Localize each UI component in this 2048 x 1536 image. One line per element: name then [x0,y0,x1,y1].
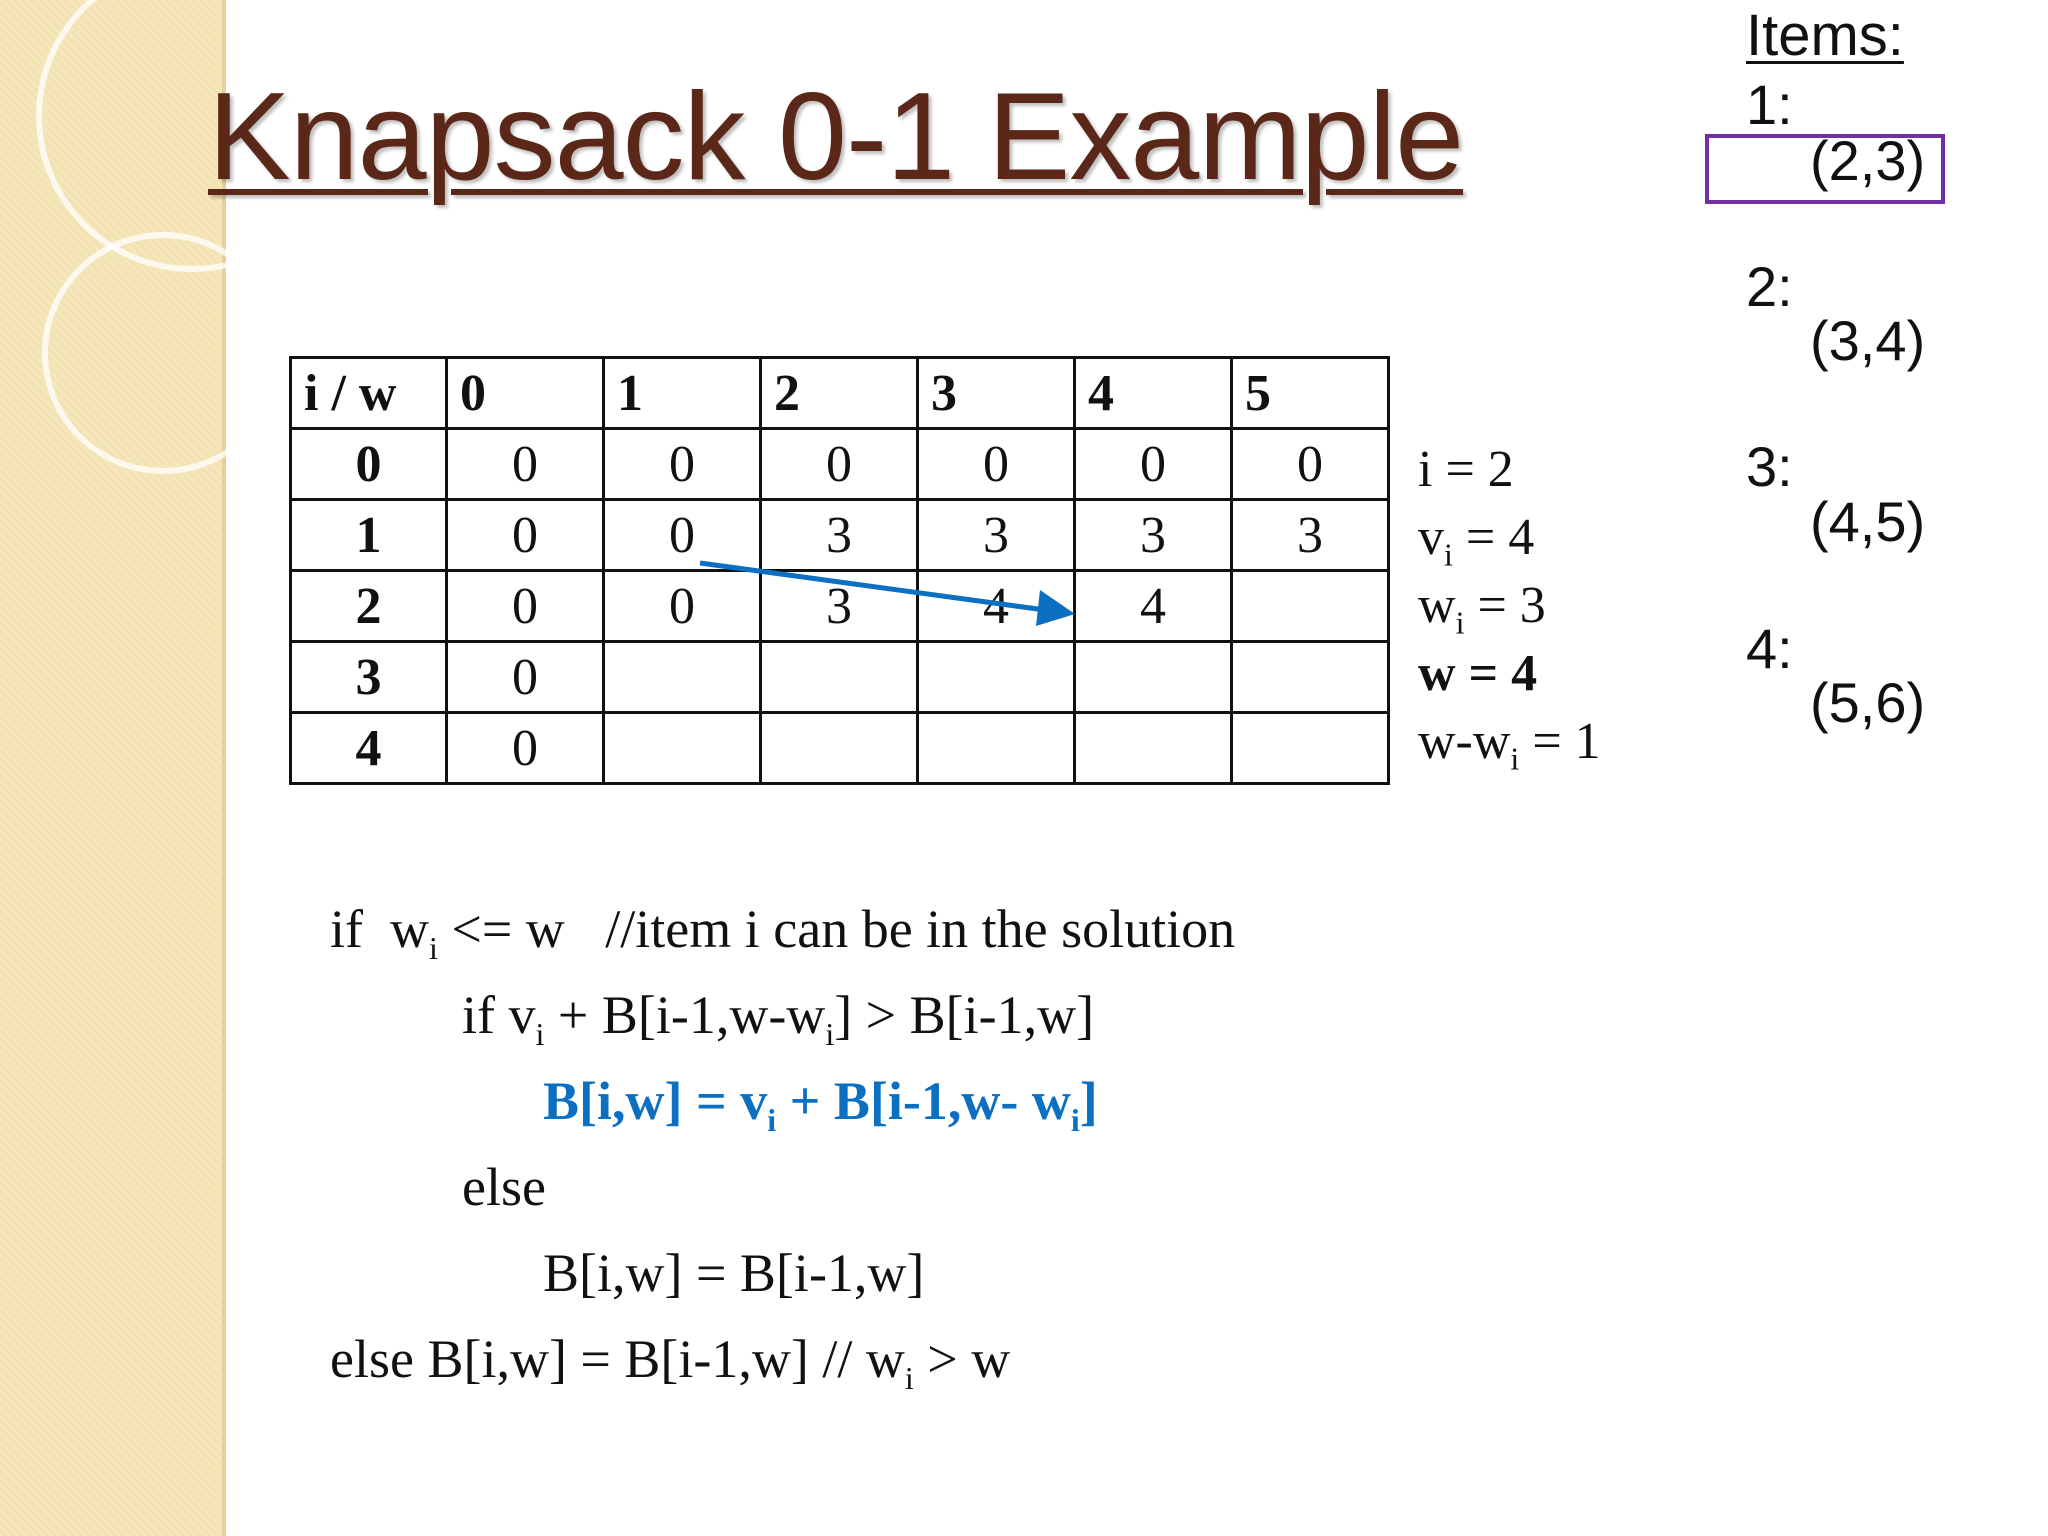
col-header: 1 [604,358,761,429]
param-i: i = 2 [1418,441,1514,498]
code-line-3-highlight [543,1070,1098,1139]
code-sub: i [825,1015,835,1052]
table-cell: 0 [918,429,1075,500]
arrow-head [1036,590,1075,626]
param-vi-value: = 4 [1452,509,1535,566]
table-cell: 4 [918,571,1075,642]
item-3-value: (4,5) [1810,490,1926,553]
code-text: ] [1079,1071,1098,1131]
table-cell: 0 [447,500,604,571]
table-cell: 0 [447,713,604,784]
code-line-2 [462,984,1094,1053]
code-sub: i [428,929,438,966]
code-line-6 [330,1328,1010,1397]
code-line-4: else [462,1157,546,1217]
row-header: 4 [291,713,447,784]
table-cell: 3 [1232,500,1389,571]
table-cell: 0 [604,571,761,642]
col-header: 5 [1232,358,1389,429]
param-vi [1418,508,1534,573]
param-ww-value: = 1 [1519,713,1601,770]
arrow-line [700,563,1045,610]
table-cell: 0 [447,429,604,500]
item-4-value: (5,6) [1810,671,1926,734]
item-2-number: 2: [1746,255,1793,318]
code-text: <= w //item i can be in the solution [437,899,1236,959]
item-3-number: 3: [1746,435,1793,498]
param-wi [1418,576,1546,641]
row-header: 0 [291,429,447,500]
table-cell: 3 [761,571,918,642]
param-vi-sub: i [1444,536,1453,573]
code-text: else B[i,w] = B[i-1,w] // w [330,1329,905,1389]
item-1-value: (2,3) [1810,129,1926,192]
param-wi-base: w [1418,577,1456,634]
param-ww-base: w-w [1418,713,1511,770]
table-cell: 0 [447,571,604,642]
code-sub: i [904,1359,914,1396]
col-header: 3 [918,358,1075,429]
param-vi-base: v [1418,509,1444,566]
table-cell: 0 [604,500,761,571]
code-text: + B[i-1,w-w [544,985,826,1045]
item-4-number: 4: [1746,617,1793,680]
item-2-value: (3,4) [1810,309,1926,372]
table-cell: 0 [761,429,918,500]
code-text: if v [462,985,536,1045]
item-1-number: 1: [1746,73,1793,136]
code-line-1 [330,898,1235,967]
table-cell: 4 [1075,571,1232,642]
table-cell: 3 [1075,500,1232,571]
col-header: 4 [1075,358,1232,429]
code-sub: i [535,1015,545,1052]
code-sub: i [767,1101,777,1138]
code-text: > w [913,1329,1011,1389]
col-header: 2 [761,358,918,429]
param-w-minus-wi [1418,712,1601,777]
table-corner: i / w [291,358,447,429]
row-header: 2 [291,571,447,642]
param-ww-sub: i [1510,740,1520,777]
table-cell: 3 [761,500,918,571]
code-line-5: B[i,w] = B[i-1,w] [543,1243,925,1303]
code-text: if w [330,899,429,959]
code-text: + B[i-1,w- w [776,1071,1071,1131]
param-wi-sub: i [1455,604,1465,641]
items-heading: Items: [1746,3,1904,68]
row-header: 3 [291,642,447,713]
table-cell: 0 [1075,429,1232,500]
code-sub: i [1070,1101,1080,1138]
slide-title: Knapsack 0-1 Example [208,68,1464,206]
param-wi-value: = 3 [1464,577,1546,634]
param-w: w = 4 [1418,645,1538,702]
table-cell: 0 [1232,429,1389,500]
code-text: ] > B[i-1,w] [834,985,1095,1045]
col-header: 0 [447,358,604,429]
code-text: B[i,w] = v [543,1071,768,1131]
table-cell: 0 [604,429,761,500]
table-cell: 0 [447,642,604,713]
row-header: 1 [291,500,447,571]
table-cell: 3 [918,500,1075,571]
